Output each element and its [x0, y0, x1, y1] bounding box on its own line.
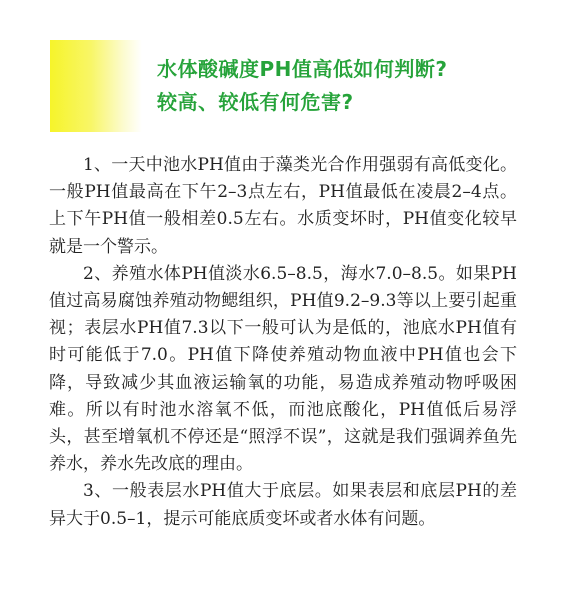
page-title [157, 53, 517, 119]
title-line-2: 较高、较低有何危害? [157, 90, 354, 114]
paragraph-1: 1、一天中池水PH值由于藻类光合作用强弱有高低变化。一般PH值最高在下午2–3点左右，PH值最低在凌晨2–4点。上下午PH值一般相差0.5左右。水质变坏时，PH值变化较早就是一个警示。 [49, 155, 517, 257]
title-line-1: 水体酸碱度PH值高低如何判断? [157, 57, 448, 81]
yellow-accent-bar [50, 40, 142, 132]
paragraph-2: 2、养殖水体PH值淡水6.5–8.5，海水7.0–8.5。如果PH值过高易腐蚀养殖动物鳃组织，PH值9.2–9.3等以上要引起重视；表层水PH值7.3以下一般可认为是低的，池底水PH值有时可能低于7.0。PH值下降使养殖动物血液中PH值也会下降，导致减少其血液运输氧的功能，易造成养殖动物呼吸困难。所以有时池水溶氧不低，而池底酸化，PH值低后易浮头，甚至增氧机不停还是“照浮不误”，这就是我们强调养鱼先养水，养水先改底的理由。 [49, 263, 517, 475]
paragraph-3: 3、一般表层水PH值大于底层。如果表层和底层PH的差异大于0.5–1，提示可能底质变坏或者水体有问题。 [49, 481, 517, 529]
article-body [49, 152, 517, 533]
